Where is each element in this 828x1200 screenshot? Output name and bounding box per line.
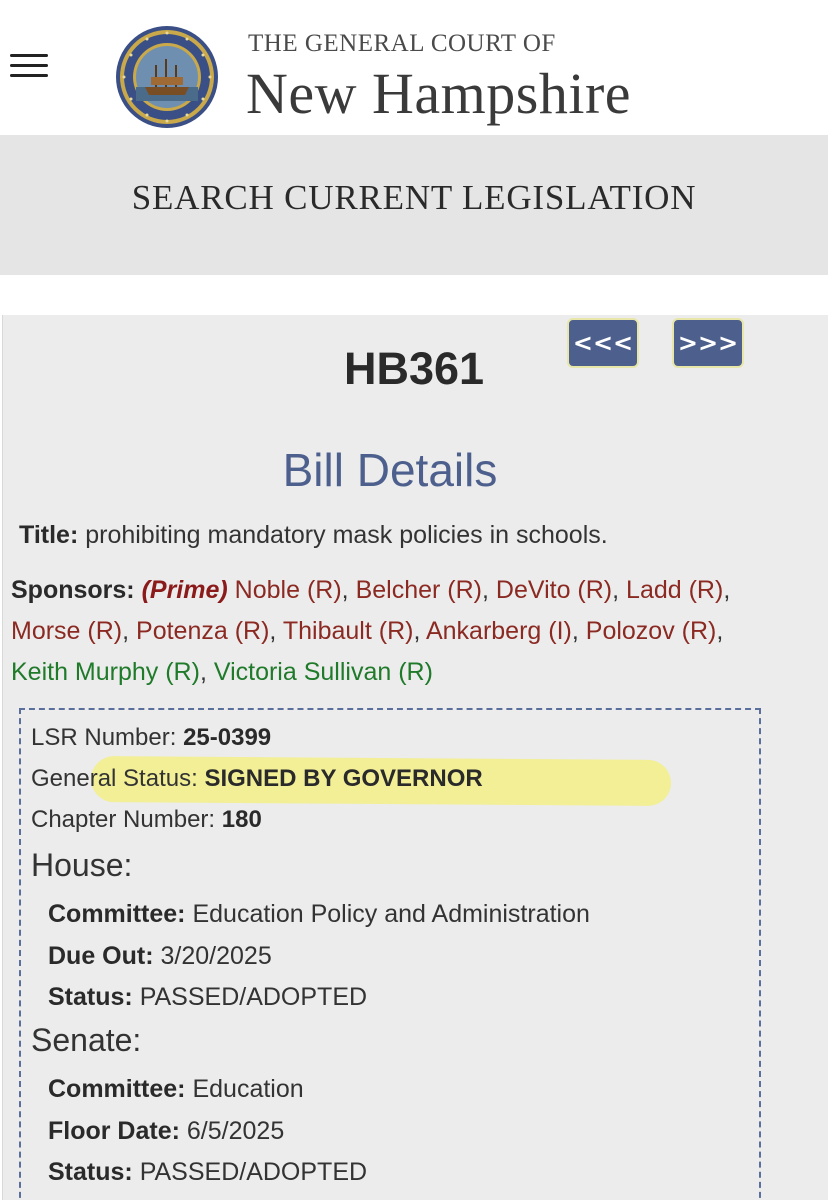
general-status — [31, 765, 483, 793]
senate-floor-value: 6/5/2025 — [186, 1117, 285, 1145]
bill-status-box — [19, 708, 761, 1200]
state-seal-icon[interactable] — [115, 25, 219, 129]
sponsor-link[interactable]: Ankarberg (I) — [425, 617, 572, 645]
house-status-label: Status: — [48, 983, 133, 1011]
house-committee — [48, 900, 590, 929]
general-status-value: SIGNED BY GOVERNOR — [204, 765, 483, 792]
brand-title[interactable]: New Hampshire — [246, 61, 632, 126]
house-due-out — [48, 942, 272, 971]
chapter-label: Chapter Number: — [31, 806, 216, 833]
prime-label: (Prime) — [141, 576, 228, 604]
page-title: SEARCH CURRENT LEGISLATION — [131, 178, 697, 217]
chapter-value: 180 — [221, 806, 262, 833]
house-due-label: Due Out: — [48, 942, 154, 970]
senate-committee — [48, 1075, 304, 1104]
senate-status-label: Status: — [48, 1158, 133, 1186]
house-status — [48, 983, 367, 1012]
sponsor-link[interactable]: Noble (R) — [234, 576, 342, 604]
previous-bill-button[interactable]: <<< — [567, 318, 639, 368]
house-committee-value: Education Policy and Administration — [192, 900, 590, 928]
sponsor-link[interactable]: Thibault (R) — [282, 617, 414, 645]
bill-title — [19, 521, 608, 550]
site-header — [0, 0, 828, 135]
lsr-value: 25-0399 — [183, 724, 272, 751]
general-status-label: General Status: — [31, 765, 198, 792]
house-heading: House: — [31, 847, 133, 883]
bill-panel — [2, 315, 828, 1200]
next-bill-button[interactable]: >>> — [672, 318, 744, 368]
sponsor-link[interactable]: Belcher (R) — [355, 576, 482, 604]
senate-heading: Senate: — [31, 1022, 142, 1058]
lsr-label: LSR Number: — [31, 724, 177, 751]
senate-status — [48, 1158, 367, 1187]
sponsor-link[interactable]: Keith Murphy (R) — [11, 658, 200, 686]
sponsor-link[interactable]: Polozov (R) — [585, 617, 717, 645]
senate-committee-value: Education — [192, 1075, 304, 1103]
senate-committee-label: Committee: — [48, 1075, 186, 1103]
sponsors-list: Sponsors: (Prime) Noble (R), Belcher (R), DeVito (R), Ladd (R), Morse (R), Potenza (R), Thibault (R), Ankarberg (I), Polozov (R), Keith Murphy (R), Victoria Sullivan (R) — [11, 576, 731, 686]
sponsor-link[interactable]: Ladd (R) — [626, 576, 724, 604]
brand-subtitle: THE GENERAL COURT OF — [248, 30, 556, 57]
sponsors-label: Sponsors: — [11, 576, 135, 604]
sponsor-link[interactable]: Morse (R) — [11, 617, 123, 645]
house-due-value: 3/20/2025 — [160, 942, 272, 970]
chapter-number — [31, 806, 262, 834]
sponsor-link[interactable]: DeVito (R) — [495, 576, 613, 604]
lsr-number — [31, 724, 271, 752]
sponsor-link[interactable]: Potenza (R) — [136, 617, 270, 645]
bill-number: HB361 — [343, 343, 485, 394]
senate-status-value: PASSED/ADOPTED — [139, 1158, 368, 1186]
search-banner — [0, 135, 828, 275]
title-label: Title: — [19, 521, 79, 549]
sponsor-link[interactable]: Victoria Sullivan (R) — [213, 658, 433, 686]
senate-floor-label: Floor Date: — [48, 1117, 180, 1145]
hamburger-menu-icon[interactable] — [10, 52, 50, 80]
bill-details-heading: Bill Details — [282, 444, 498, 496]
title-value: prohibiting mandatory mask policies in schools. — [85, 521, 608, 549]
house-committee-label: Committee: — [48, 900, 186, 928]
house-status-value: PASSED/ADOPTED — [139, 983, 368, 1011]
senate-floor-date — [48, 1117, 284, 1146]
